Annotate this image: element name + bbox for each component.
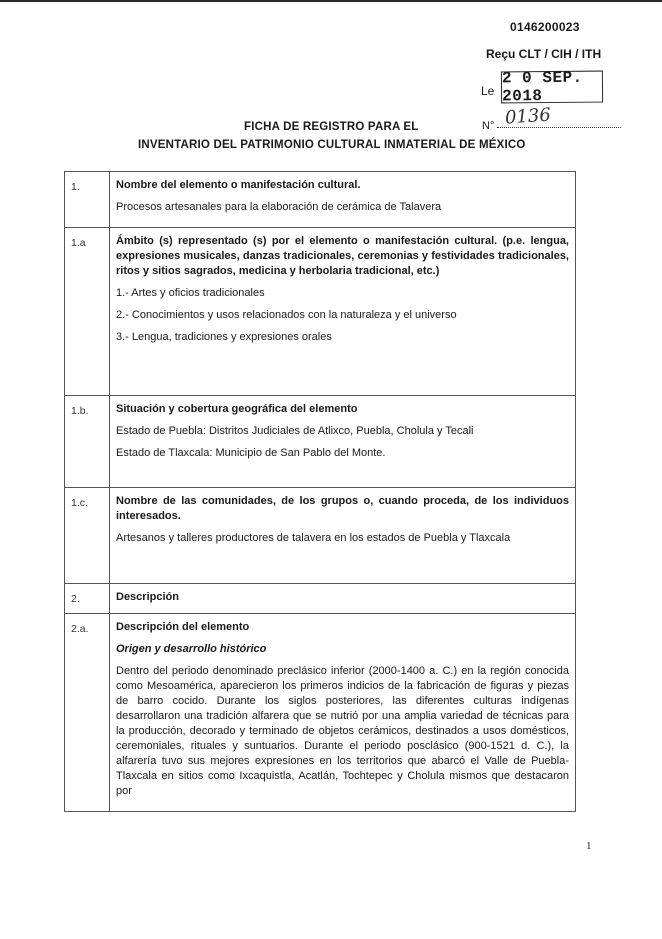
section-body: [110, 488, 576, 584]
section-line: 2.- Conocimientos y usos relacionados con la naturaleza y el universo: [116, 309, 457, 321]
form-title-line-2: INVENTARIO DEL PATRIMONIO CULTURAL INMATERIAL DE MÉXICO: [138, 139, 526, 151]
section-line: 1.- Artes y oficios tradicionales: [116, 287, 265, 299]
section-row-1b: [65, 396, 576, 488]
section-row-2a: [65, 614, 576, 812]
section-line: Artesanos y talleres productores de talavera en los estados de Puebla y Tlaxcala: [116, 532, 511, 544]
section-row-1a: [65, 228, 576, 396]
section-heading: Ámbito (s) representado (s) por el elemento o manifestación cultural. (p.e. lengua, expresiones musicales, danzas tradicionales, ceremonias y festividades tradicionales, ritos y sitios sagrados, medicina y herbolaria tradicional, etc.): [116, 235, 569, 277]
section-row-2: [65, 584, 576, 614]
page-top-border: [0, 0, 662, 2]
section-paragraph: Dentro del periodo denominado preclásico inferior (2000-1400 a. C.) en la región conocida como Mesoamérica, aparecieron los primeros indicios de la fabricación de figuras y piezas de barro cocido. Durante los siglos posteriores, las diferentes culturas indígenas desarrollaron una tradición alfarera que se nutrió por una amplia variedad de técnicas para la producción, decorado y terminado de objetos cerámicos, destinados a usos domésticos, ceremoniales, rituales y suntuarios. Durante el periodo posclásico (900-1521 d. C.), la alfarería tuvo sus mejores expresiones en los territorios que abarcó el Valle de Puebla-Tlaxcala en sitios como Ixcaquistla, Acatlán, Tochtepec y Cholula mismos que destacaron por: [116, 665, 569, 797]
section-body: [110, 614, 576, 812]
section-body: [110, 396, 576, 488]
registration-number-handwritten: 0136: [504, 104, 552, 129]
section-body: [110, 584, 576, 614]
page-number: 1: [586, 840, 592, 852]
section-heading: Descripción: [116, 591, 179, 603]
section-number: 1.a: [65, 228, 110, 396]
section-number: 1.: [65, 172, 110, 228]
section-line: 3.- Lengua, tradiciones y expresiones orales: [116, 331, 332, 343]
date-stamp: 2 0 SEP. 2018: [501, 71, 603, 104]
section-heading: Nombre de las comunidades, de los grupos o, cuando proceda, de los individuos interesados.: [116, 495, 569, 522]
section-row-1c: [65, 488, 576, 584]
section-line: Estado de Tlaxcala: Municipio de San Pablo del Monte.: [116, 447, 386, 459]
section-body: [110, 228, 576, 396]
document-number: 0146200023: [510, 20, 580, 34]
section-heading: Nombre del elemento o manifestación cultural.: [116, 179, 361, 191]
section-heading: Descripción del elemento: [116, 621, 250, 633]
form-title-line-1: FICHA DE REGISTRO PARA EL: [244, 121, 419, 133]
section-line: Procesos artesanales para la elaboración de cerámica de Talavera: [116, 201, 442, 213]
received-by-stamp: Reçu CLT / CIH / ITH: [486, 47, 602, 61]
section-number: 2.a.: [65, 614, 110, 812]
section-number: 2.: [65, 584, 110, 614]
registration-form-table: [64, 171, 576, 812]
section-body: [110, 172, 576, 228]
section-number: 1.b.: [65, 396, 110, 488]
date-label: Le: [481, 84, 495, 98]
section-row-1: [65, 172, 576, 228]
section-heading: Situación y cobertura geográfica del elemento: [116, 403, 358, 415]
section-subheading: Origen y desarrollo histórico: [116, 643, 267, 655]
registration-number-label: N°: [482, 120, 495, 132]
section-number: 1.c.: [65, 488, 110, 584]
section-line: Estado de Puebla: Distritos Judiciales de Atlixco, Puebla, Cholula y Tecali: [116, 425, 474, 437]
